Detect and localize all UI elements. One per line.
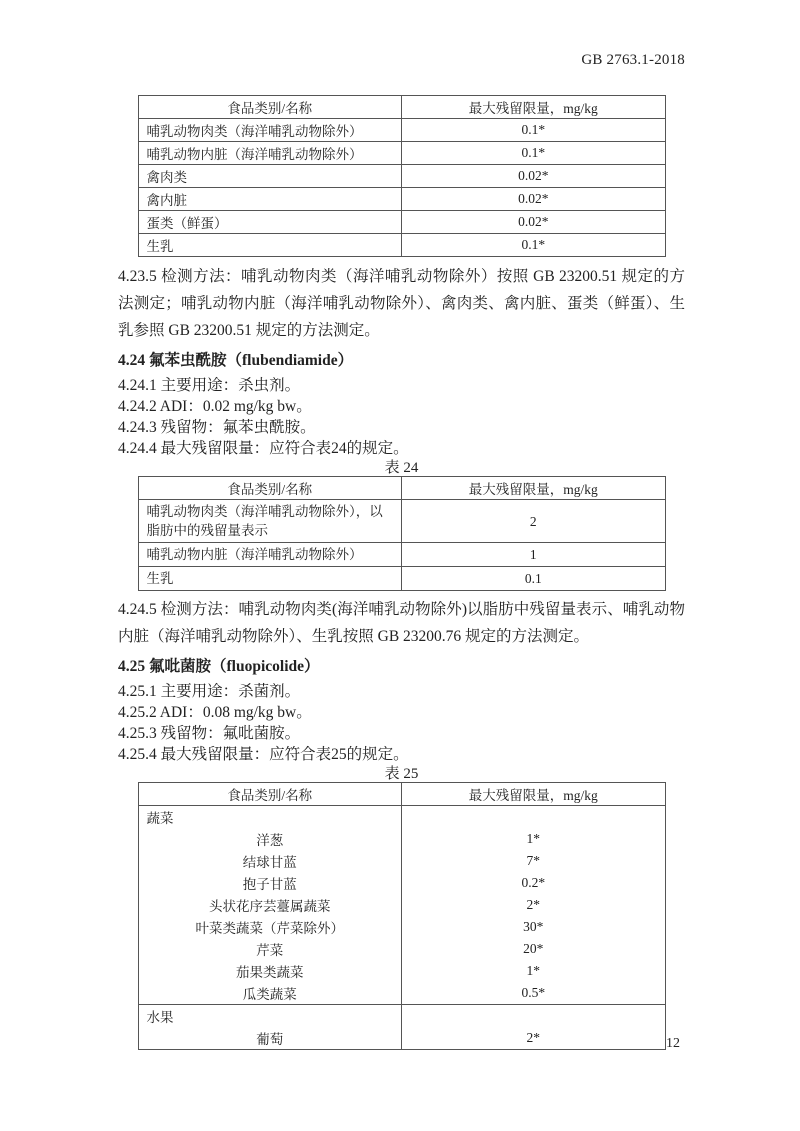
clause-line: 4.25.2 ADI：0.08 mg/kg bw。: [118, 704, 312, 721]
table-row: [138, 872, 665, 894]
table-row: [138, 142, 665, 165]
table-25-caption: 表 25: [384, 766, 419, 782]
clause-line: 4.25.1 主要用途：杀菌剂。: [118, 683, 301, 700]
category-row: [138, 1005, 665, 1028]
food-category-cell: 哺乳动物内脏（海洋哺乳动物除外）: [138, 543, 402, 567]
standard-code-header: GB 2763.1-2018: [581, 52, 685, 68]
section-heading-4-24: 4.24 氟苯虫酰胺（flubendiamide）: [118, 352, 354, 369]
food-category-cell: 抱子甘蓝: [138, 872, 402, 894]
residue-limit-table-4-23: [138, 95, 666, 257]
limit-value-cell: 0.02*: [402, 211, 666, 234]
limit-value-cell: 0.02*: [402, 188, 666, 211]
clause-4-23-5-detection-method: 4.23.5 检测方法：哺乳动物肉类（海洋哺乳动物除外）按照 GB 23200.51 规定的方法测定；哺乳动物内脏（海洋哺乳动物除外）、禽肉类、禽内脏、蛋类（鲜蛋）、生乳参照 GB 23200.51 规定的方法测定。: [118, 268, 685, 339]
food-category-cell: 头状花序芸薹属蔬菜: [138, 894, 402, 916]
food-category-cell: 瓜类蔬菜: [138, 982, 402, 1005]
limit-value-cell: 2: [402, 500, 666, 543]
table-row: [138, 982, 665, 1005]
clause-line: 4.24.4 最大残留限量：应符合表24的规定。: [118, 440, 409, 457]
clause-4-24-5-detection-method: 4.24.5 检测方法：哺乳动物肉类(海洋哺乳动物除外)以脂肪中残留量表示、哺乳动物内脏（海洋哺乳动物除外）、生乳按照 GB 23200.76 规定的方法测定。: [118, 601, 685, 645]
table-header-row: [138, 477, 665, 500]
table-header-row: [138, 783, 665, 806]
clause-list-4-24: [118, 375, 685, 459]
food-category-cell: 禽内脏: [138, 188, 402, 211]
food-category-cell: 禽肉类: [138, 165, 402, 188]
food-category-cell: 哺乳动物肉类（海洋哺乳动物除外）: [138, 119, 402, 142]
table-row: [138, 1027, 665, 1050]
limit-value-cell: 30*: [402, 916, 666, 938]
limit-value-cell: 2*: [402, 894, 666, 916]
food-category-cell: 芹菜: [138, 938, 402, 960]
clause-line: 4.24.3 残留物：氟苯虫酰胺。: [118, 419, 316, 436]
limit-value-cell: 0.2*: [402, 872, 666, 894]
page-content: [118, 95, 685, 1050]
table-row: [138, 165, 665, 188]
limit-value-cell: 1*: [402, 828, 666, 850]
limit-value-cell: 0.1: [402, 567, 666, 591]
limit-value-cell: 0.02*: [402, 165, 666, 188]
column-header: 最大残留限量，mg/kg: [402, 96, 666, 119]
column-header: 最大残留限量，mg/kg: [402, 477, 666, 500]
table-row: [138, 938, 665, 960]
table-header-row: [138, 96, 665, 119]
category-row: [138, 806, 665, 829]
limit-value-cell: 1*: [402, 960, 666, 982]
column-header: 最大残留限量，mg/kg: [402, 783, 666, 806]
limit-value-cell: 0.1*: [402, 119, 666, 142]
section-heading-4-25: 4.25 氟吡菌胺（fluopicolide）: [118, 658, 320, 675]
food-category-cell: 洋葱: [138, 828, 402, 850]
residue-limit-table-25: [138, 782, 666, 1050]
food-category-cell: 哺乳动物肉类（海洋哺乳动物除外），以脂肪中的残留量表示: [138, 500, 402, 543]
table-row: [138, 567, 665, 591]
food-category-cell: 葡萄: [138, 1027, 402, 1050]
food-category-cell: 茄果类蔬菜: [138, 960, 402, 982]
table-row: [138, 894, 665, 916]
column-header: 食品类别/名称: [138, 477, 402, 500]
food-category-cell: 生乳: [138, 234, 402, 257]
table-row: [138, 188, 665, 211]
food-category-cell: 叶菜类蔬菜（芹菜除外）: [138, 916, 402, 938]
clause-line: 4.24.2 ADI：0.02 mg/kg bw。: [118, 398, 312, 415]
limit-value-cell: 2*: [402, 1027, 666, 1050]
limit-value-cell: 0.5*: [402, 982, 666, 1005]
food-category-cell: 水果: [138, 1005, 402, 1028]
page-number: 12: [666, 1036, 680, 1051]
food-category-cell: 生乳: [138, 567, 402, 591]
table-row: [138, 960, 665, 982]
limit-value-cell: [402, 806, 666, 829]
table-row: [138, 234, 665, 257]
table-row: [138, 119, 665, 142]
table-row: [138, 211, 665, 234]
column-header: 食品类别/名称: [138, 783, 402, 806]
limit-value-cell: 20*: [402, 938, 666, 960]
clause-line: 4.25.3 残留物：氟吡菌胺。: [118, 725, 301, 742]
clause-line: 4.24.1 主要用途：杀虫剂。: [118, 377, 301, 394]
limit-value-cell: 0.1*: [402, 142, 666, 165]
food-category-cell: 结球甘蓝: [138, 850, 402, 872]
food-category-cell: 哺乳动物内脏（海洋哺乳动物除外）: [138, 142, 402, 165]
clause-line: 4.25.4 最大残留限量：应符合表25的规定。: [118, 746, 409, 763]
table-row: [138, 543, 665, 567]
limit-value-cell: [402, 1005, 666, 1028]
residue-limit-table-24: [138, 476, 666, 591]
table-24-caption: 表 24: [384, 460, 419, 476]
table-row: [138, 850, 665, 872]
clause-list-4-25: [118, 681, 685, 765]
food-category-cell: 蔬菜: [138, 806, 402, 829]
limit-value-cell: 0.1*: [402, 234, 666, 257]
limit-value-cell: 1: [402, 543, 666, 567]
limit-value-cell: 7*: [402, 850, 666, 872]
food-category-cell: 蛋类（鲜蛋）: [138, 211, 402, 234]
table-row: [138, 500, 665, 543]
table-row: [138, 828, 665, 850]
column-header: 食品类别/名称: [138, 96, 402, 119]
table-row: [138, 916, 665, 938]
